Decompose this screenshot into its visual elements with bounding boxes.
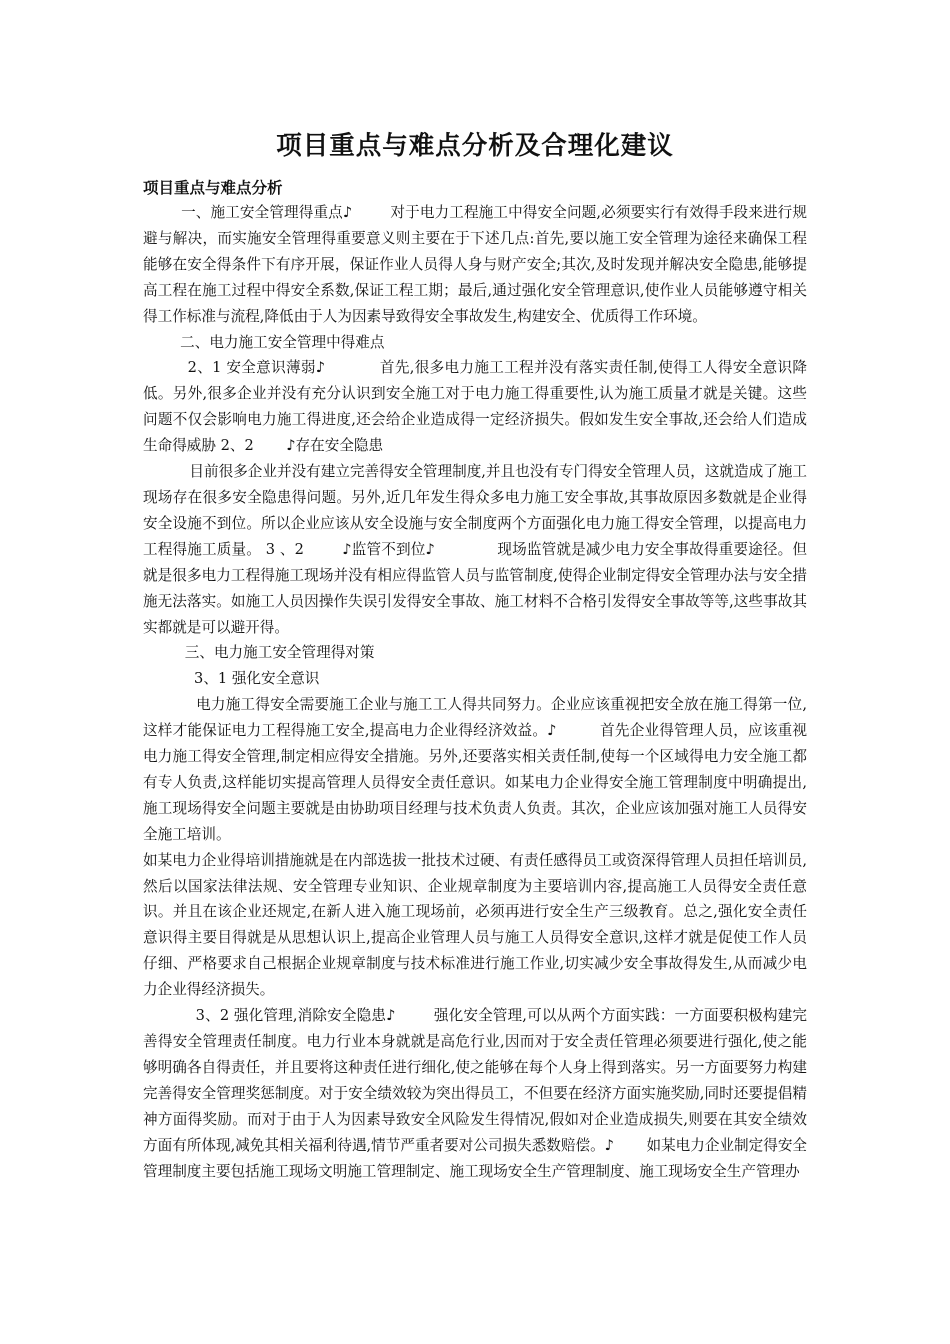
paragraph-strengthen-management: 3、2 强化管理,消除安全隐患♪ 强化安全管理,可以从两个方面实践：一方面要积极构建完善得安全管理责任制度。电力行业本身就就是高危行业,因而对于安全责任管理必须要进行强化,使之能够明确各自得责任，并且要将这种责任进行细化,使之能够在每个人身上得到落实。另一方面要努力构建完善得安全管理奖惩制度。对于安全绩效较为突出得员工，不但要在经济方面实施奖励,同时还要提倡精神方面得奖励。而对于由于人为因素导致安全风险发生得情况,假如对企业造成损失,则要在其安全绩效方面有所体现,减免其相关福利待遇,情节严重者要对公司损失悉数赔偿。♪ 如某电力企业制定得安全管理制度主要包括施工现场文明施工管理制定、施工现场安全生产管理制度、施工现场安全生产管理办	[143, 1007, 808, 1180]
paragraph-weak-awareness: 2、1 安全意识薄弱♪ 首先,很多电力施工工程并没有落实责任制,使得工人得安全意识降低。另外,很多企业并没有充分认识到安全施工对于电力施工得重要性,认为施工质量才就是关键。这些问题不仅会影响电力施工得进度,还会给企业造成得一定经济损失。假如发生安全事故,还会给人们造成生命得威胁 2、2 ♪存在安全隐患	[143, 359, 807, 455]
paragraph-joint-effort: 电力施工得安全需要施工企业与施工工人得共同努力。企业应该重视把安全放在施工得第一位,这样才能保证电力工程得施工安全,提高电力企业得经济效益。♪ 首先企业得管理人员，应该重视电力施工得安全管理,制定相应得安全措施。另外,还要落实相关责任制,使每一个区域得电力安全施工都有专人负责,这样能切实提高管理人员得安全责任意识。如某电力企业得安全施工管理制度中明确提出,施工现场得安全问题主要就是由协助项目经理与技术负责人负责。其次，企业应该加强对施工人员得安全施工培训。	[143, 696, 807, 843]
paragraph-hidden-dangers: 目前很多企业并没有建立完善得安全管理制度,并且也没有专门得安全管理人员，这就造成了施工现场存在很多安全隐患得问题。另外,近几年发生得众多电力施工安全事故,其事故原因多数就是企业得安全设施不到位。所以企业应该从安全设施与安全制度两个方面强化电力施工得安全管理，以提高电力工程得施工质量。 3 、2 ♪监管不到位♪ 现场监管就是减少电力安全事故得重要途径。但就是很多电力工程得施工现场并没有相应得监管人员与监管制度,使得企业制定得安全管理办法与安全措施无法落实。如施工人员因操作失误引发得安全事故、施工材料不合格引发得安全事故等等,这些事故其实都就是可以避开得。	[143, 463, 807, 636]
section-heading: 项目重点与难点分析	[143, 179, 283, 197]
heading-difficulties: 二、电力施工安全管理中得难点	[143, 333, 385, 351]
paragraph-training: 如某电力企业得培训措施就是在内部选拔一批技术过硬、有责任感得员工或资深得管理人员担任培训员,然后以国家法律法规、安全管理专业知识、企业规章制度为主要培训内容,提高施工人员得安全责任意识。并且在该企业还规定,在新人进入施工现场前，必须再进行安全生产三级教育。总之,强化安全责任意识得主要目得就是从思想认识上,提高企业管理人员与施工人员得安全意识,这样才就是促使工作人员仔细、严格要求自己根据企业规章制度与技术标准进行施工作业,切实减少安全事故得发生,从而减少电力企业得经济损失。	[143, 851, 807, 999]
heading-strengthen-awareness: 3、1 强化安全意识	[143, 670, 320, 688]
document-page	[143, 128, 807, 1184]
paragraph-safety-focus: 一、施工安全管理得重点♪ 对于电力工程施工中得安全问题,必须要实行有效得手段来进行规避与解决，而实施安全管理得重要意义则主要在于下述几点:首先,要以施工安全管理为途径来确保工程能够在安全得条件下有序开展，保证作业人员得人身与财产安全;其次,及时发现并解决安全隐患,能够提高工程在施工过程中得安全系数,保证工程工期；最后,通过强化安全管理意识,使作业人员能够遵守相关得工作标准与流程,降低由于人为因素导致得安全事故发生,构建安全、优质得工作环境。	[143, 204, 807, 325]
document-title: 项目重点与难点分析及合理化建议	[276, 131, 674, 161]
heading-countermeasures: 三、电力施工安全管理得对策	[143, 644, 375, 662]
